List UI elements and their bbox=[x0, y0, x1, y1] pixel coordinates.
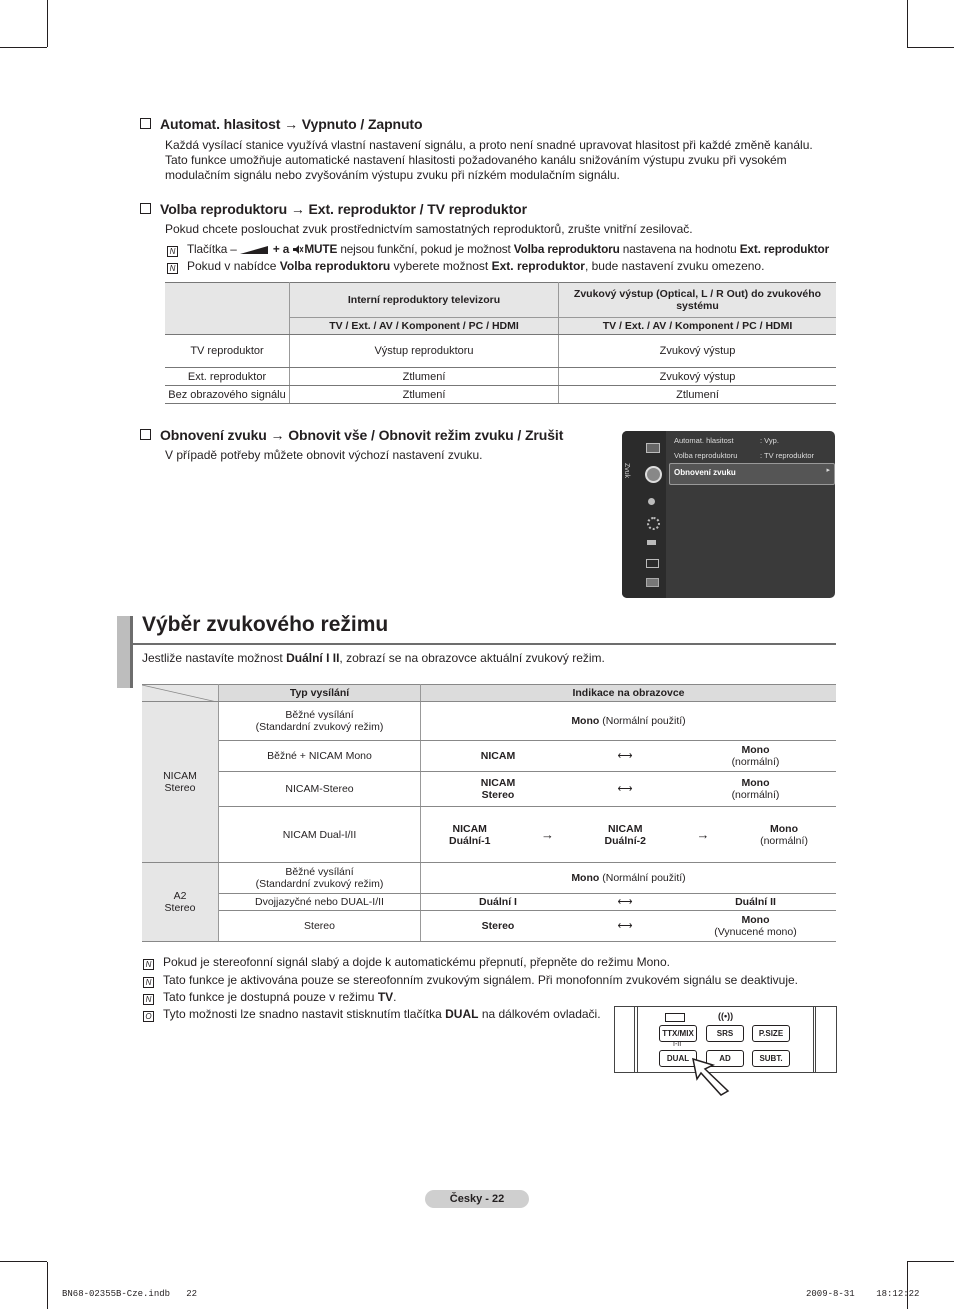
osd-item[interactable]: Automat. hlasitost : Vyp. bbox=[674, 436, 779, 445]
section1-text: Každá vysílací stanice využívá vlastní nastavení signálu, a proto není snadné upravovat hlasitost při každé změně kanálu. Tato funkce umožňuje automatické nastavení hlasitosti požadovaného kanálu snižováním výstupu zvuku při vysokém modulačním signálu nebo zvyšováním výstupu zvuku při nízkém modulačním signálu. bbox=[165, 138, 813, 182]
subt-button[interactable]: SUBT. bbox=[752, 1050, 790, 1067]
table-row: NICAM Stereo Běžné vysílání (Standardní zvukový režim) Mono (Normální použití) bbox=[142, 702, 836, 741]
srs-button[interactable]: SRS bbox=[706, 1025, 744, 1042]
crop-mark bbox=[47, 1262, 48, 1309]
note-dual-button: O Tyto možnosti lze snadno nastavit stisknutím tlačítka DUAL na dálkovém ovladači. bbox=[143, 1007, 601, 1022]
a2-stereo-cell: A2 Stereo bbox=[142, 863, 219, 942]
crop-mark bbox=[47, 0, 48, 47]
table-corner-cell bbox=[142, 685, 219, 702]
note-tv-mode: N Tato funkce je dostupná pouze v režimu TV. bbox=[143, 990, 397, 1005]
note-icon: N bbox=[143, 977, 154, 988]
table-header: Zvukový výstup (Optical, L / R Out) do zvukového systému bbox=[559, 283, 837, 318]
osd-vertical-label: Zvuk bbox=[623, 463, 630, 479]
note-stereo-only: N Tato funkce je aktivována pouze se stereofonním zvukovým signálem. Při monofonním zvukovém signálu se deaktivuje. bbox=[143, 973, 798, 988]
print-date-info: 2009-8-31 18:12:22 bbox=[806, 1289, 920, 1299]
section3-text: V případě potřeby můžete obnovit výchozí nastavení zvuku. bbox=[165, 448, 483, 462]
ad-button[interactable]: AD bbox=[706, 1050, 744, 1067]
table-row: A2 Stereo Běžné vysílání (Standardní zvukový režim) Mono (Normální použití) bbox=[142, 863, 836, 894]
crop-mark bbox=[907, 47, 954, 48]
osd-application-icon bbox=[646, 559, 659, 568]
heading-bar bbox=[117, 616, 133, 688]
crop-mark bbox=[907, 0, 908, 47]
osd-sidebar bbox=[622, 431, 666, 598]
table-subheader: TV / Ext. / AV / Komponent / PC / HDMI bbox=[290, 318, 559, 335]
crop-mark bbox=[0, 1261, 47, 1262]
note-icon: N bbox=[143, 994, 154, 1005]
table-row: Ext. reproduktor Ztlumení Zvukový výstup bbox=[165, 368, 836, 386]
sound-mode-table bbox=[142, 684, 836, 942]
print-file-info: BN68-02355B-Cze.indb 22 bbox=[62, 1289, 198, 1299]
table-row: NICAM Dual-I/II NICAM Duální-1 → NICAM Duální-2 → Mono (normální) bbox=[142, 807, 836, 863]
section-volba-reproduktoru-title: Volba reproduktoru → Ext. reproduktor / TV reproduktor bbox=[140, 201, 527, 217]
ttx-mix-button[interactable]: TTX/MIX bbox=[659, 1025, 697, 1042]
dual-button[interactable]: DUAL bbox=[659, 1050, 697, 1067]
nicam-stereo-cell: NICAM Stereo bbox=[142, 702, 219, 863]
osd-sound-icon bbox=[645, 466, 662, 483]
note-icon: N bbox=[167, 246, 178, 257]
section-automat-hlasitost-title: Automat. hlasitost → Vypnuto / Zapnuto bbox=[140, 116, 422, 132]
teletext-icon bbox=[665, 1013, 685, 1022]
table-row: Běžné + NICAM Mono NICAM ⟷ Mono (normální) bbox=[142, 741, 836, 772]
diagonal-line bbox=[142, 685, 217, 702]
table-subheader: TV / Ext. / AV / Komponent / PC / HDMI bbox=[559, 318, 837, 335]
osd-channel-icon bbox=[648, 498, 655, 505]
page-number-pill: Česky - 22 bbox=[425, 1190, 529, 1208]
crop-mark bbox=[907, 1261, 954, 1262]
checkbox-bullet-icon bbox=[140, 429, 151, 440]
pointer-arrow-icon bbox=[693, 1057, 743, 1097]
table-row: Dvojjazyčné nebo DUAL-I/II Duální I ⟷ Duální II bbox=[142, 894, 836, 911]
page-title: Výběr zvukového režimu bbox=[142, 613, 389, 636]
table-row: NICAM-Stereo NICAM Stereo ⟷ Mono (normální) bbox=[142, 772, 836, 807]
osd-support-icon bbox=[646, 578, 659, 587]
checkbox-bullet-icon bbox=[140, 118, 151, 129]
crop-mark bbox=[0, 47, 47, 48]
p-size-button[interactable]: P.SIZE bbox=[752, 1025, 790, 1042]
right-arrow-icon: → bbox=[696, 827, 710, 842]
osd-input-icon bbox=[647, 540, 656, 545]
table-row: TV reproduktor Výstup reproduktoru Zvukový výstup bbox=[165, 335, 836, 368]
remote-edge bbox=[634, 1007, 635, 1072]
remote-edge bbox=[815, 1007, 816, 1072]
osd-setup-icon bbox=[647, 517, 660, 530]
mute-icon bbox=[292, 244, 304, 255]
double-arrow-icon: ⟷ bbox=[575, 894, 675, 911]
checkbox-bullet-icon bbox=[140, 203, 151, 214]
table-header: Interní reproduktory televizoru bbox=[290, 283, 559, 318]
double-arrow-icon: ⟷ bbox=[575, 911, 675, 942]
note-icon: N bbox=[143, 959, 154, 970]
osd-arrow-icon: ▸ bbox=[826, 467, 830, 474]
osd-picture-icon bbox=[646, 443, 660, 453]
dual-symbol-label: I-II bbox=[673, 1041, 682, 1048]
note-weak-signal: N Pokud je stereofonní signál slabý a dojde k automatickému přepnutí, přepněte do režimu Mono. bbox=[143, 955, 670, 970]
osd-item[interactable]: Volba reproduktoru : TV reproduktor bbox=[674, 451, 815, 460]
table-row: Bez obrazového signálu Ztlumení Ztlumení bbox=[165, 386, 836, 404]
remote-illustration bbox=[614, 1006, 837, 1073]
intro-text: Jestliže nastavíte možnost Duální I II, zobrazí se na obrazovce aktuální zvukový režim. bbox=[142, 651, 605, 665]
signal-icon: ((•)) bbox=[718, 1011, 734, 1021]
table-row: Stereo Stereo ⟷ Mono (Vynucené mono) bbox=[142, 911, 836, 942]
section2-text: Pokud chcete poslouchat zvuk prostřednictvím samostatných reproduktorů, zrušte vnitřní zesilovač. bbox=[165, 222, 693, 236]
table-header: Typ vysílání bbox=[219, 685, 421, 702]
remote-tip-icon: O bbox=[143, 1011, 154, 1022]
crop-mark bbox=[907, 1262, 908, 1309]
note-speaker-menu: N Pokud v nabídce Volba reproduktoru vyberete možnost Ext. reproduktor, bude nastavení zvuku omezeno. bbox=[167, 259, 764, 274]
note-speaker-buttons: N Tlačítka – + a MUTE nejsou funkční, pokud je možnost Volba reproduktoru nastavena na hodnotu Ext. reproduktor bbox=[167, 242, 829, 257]
osd-item-selected[interactable]: Obnovení zvuku ▸ bbox=[669, 463, 835, 485]
double-arrow-icon: ⟷ bbox=[575, 772, 675, 807]
double-arrow-icon: ⟷ bbox=[575, 741, 675, 772]
note-icon: N bbox=[167, 263, 178, 274]
table-corner-cell bbox=[165, 283, 290, 335]
table-header: Indikace na obrazovce bbox=[421, 685, 837, 702]
right-arrow-icon: → bbox=[540, 827, 554, 842]
heading-rule bbox=[130, 643, 836, 645]
osd-menu-screenshot bbox=[622, 431, 835, 598]
volume-icon bbox=[240, 245, 270, 255]
speaker-table bbox=[165, 282, 836, 404]
section-obnoveni-zvuku-title: Obnovení zvuku → Obnovit vše / Obnovit režim zvuku / Zrušit bbox=[140, 427, 563, 443]
